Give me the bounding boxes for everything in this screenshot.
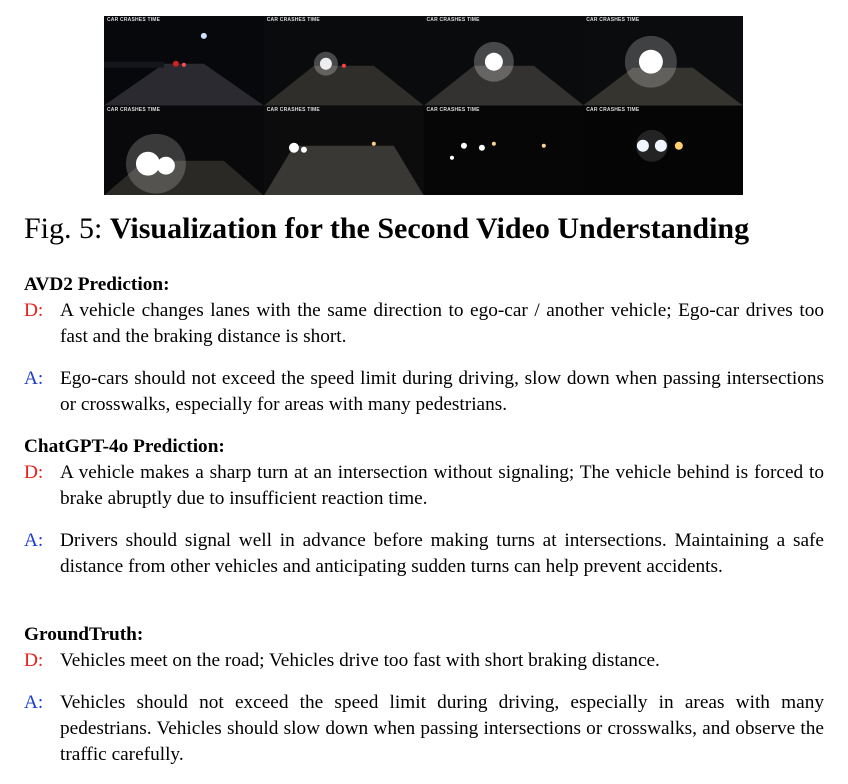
a-label: A: [24, 530, 44, 551]
frame-watermark: CAR CRASHES TIME [426, 17, 480, 23]
d-label: D: [24, 462, 44, 483]
a-text: Ego-cars should not exceed the speed limit during driving, slow down when passing intersections or crosswalks, especially for areas with many pedestrians. [60, 368, 824, 415]
video-frame-5 [104, 106, 264, 196]
frame-watermark: CAR CRASHES TIME [266, 106, 320, 113]
a-label: A: [24, 368, 44, 389]
video-frame-2 [264, 16, 424, 106]
caption-title: Visualization for the Second Video Understanding [109, 212, 750, 245]
section-groundtruth [24, 622, 824, 768]
video-frame-strip [104, 16, 743, 195]
video-frame-4 [583, 16, 743, 106]
video-frame-8 [583, 106, 743, 196]
figure-caption [24, 212, 749, 246]
video-frame-3 [424, 16, 584, 106]
d-label: D: [24, 650, 44, 671]
section-chatgpt [24, 434, 824, 580]
description-item [24, 298, 824, 350]
frame-watermark: CAR CRASHES TIME [266, 17, 320, 23]
caption-prefix: Fig. 5: [24, 212, 110, 245]
a-label: A: [24, 692, 44, 713]
frame-watermark: CAR CRASHES TIME [107, 106, 161, 113]
section-heading: AVD2 Prediction: [24, 274, 170, 295]
description-item [24, 460, 824, 512]
video-frame-7 [424, 106, 584, 196]
section-heading: ChatGPT-4o Prediction: [24, 436, 225, 457]
d-text: A vehicle makes a sharp turn at an intersection without signaling; The vehicle behind is forced to brake abruptly due to insufficient reaction time. [60, 462, 824, 509]
frame-watermark: CAR CRASHES TIME [426, 106, 480, 113]
section-heading: GroundTruth: [24, 624, 144, 645]
d-text: A vehicle changes lanes with the same direction to ego-car / another vehicle; Ego-car drives too fast and the braking distance is short. [60, 300, 824, 347]
description-item [24, 648, 824, 674]
advice-item [24, 690, 824, 768]
advice-item [24, 366, 824, 418]
video-frame-6 [264, 106, 424, 196]
a-text: Drivers should signal well in advance before making turns at intersections. Maintaining a safe distance from other vehicles and anticipating sudden turns can help prevent accidents. [60, 530, 824, 577]
video-frame-1 [104, 16, 264, 106]
d-text: Vehicles meet on the road; Vehicles drive too fast with short braking distance. [60, 650, 660, 671]
frame-watermark: CAR CRASHES TIME [586, 17, 640, 23]
frame-watermark: CAR CRASHES TIME [586, 106, 640, 113]
d-label: D: [24, 300, 44, 321]
frame-watermark: CAR CRASHES TIME [107, 17, 161, 23]
advice-item [24, 528, 824, 580]
section-avd2 [24, 272, 824, 418]
a-text: Vehicles should not exceed the speed limit during driving, especially in areas with many pedestrians. Vehicles should slow down when passing intersections or crosswalks, and observe the traffic carefully. [60, 692, 824, 765]
